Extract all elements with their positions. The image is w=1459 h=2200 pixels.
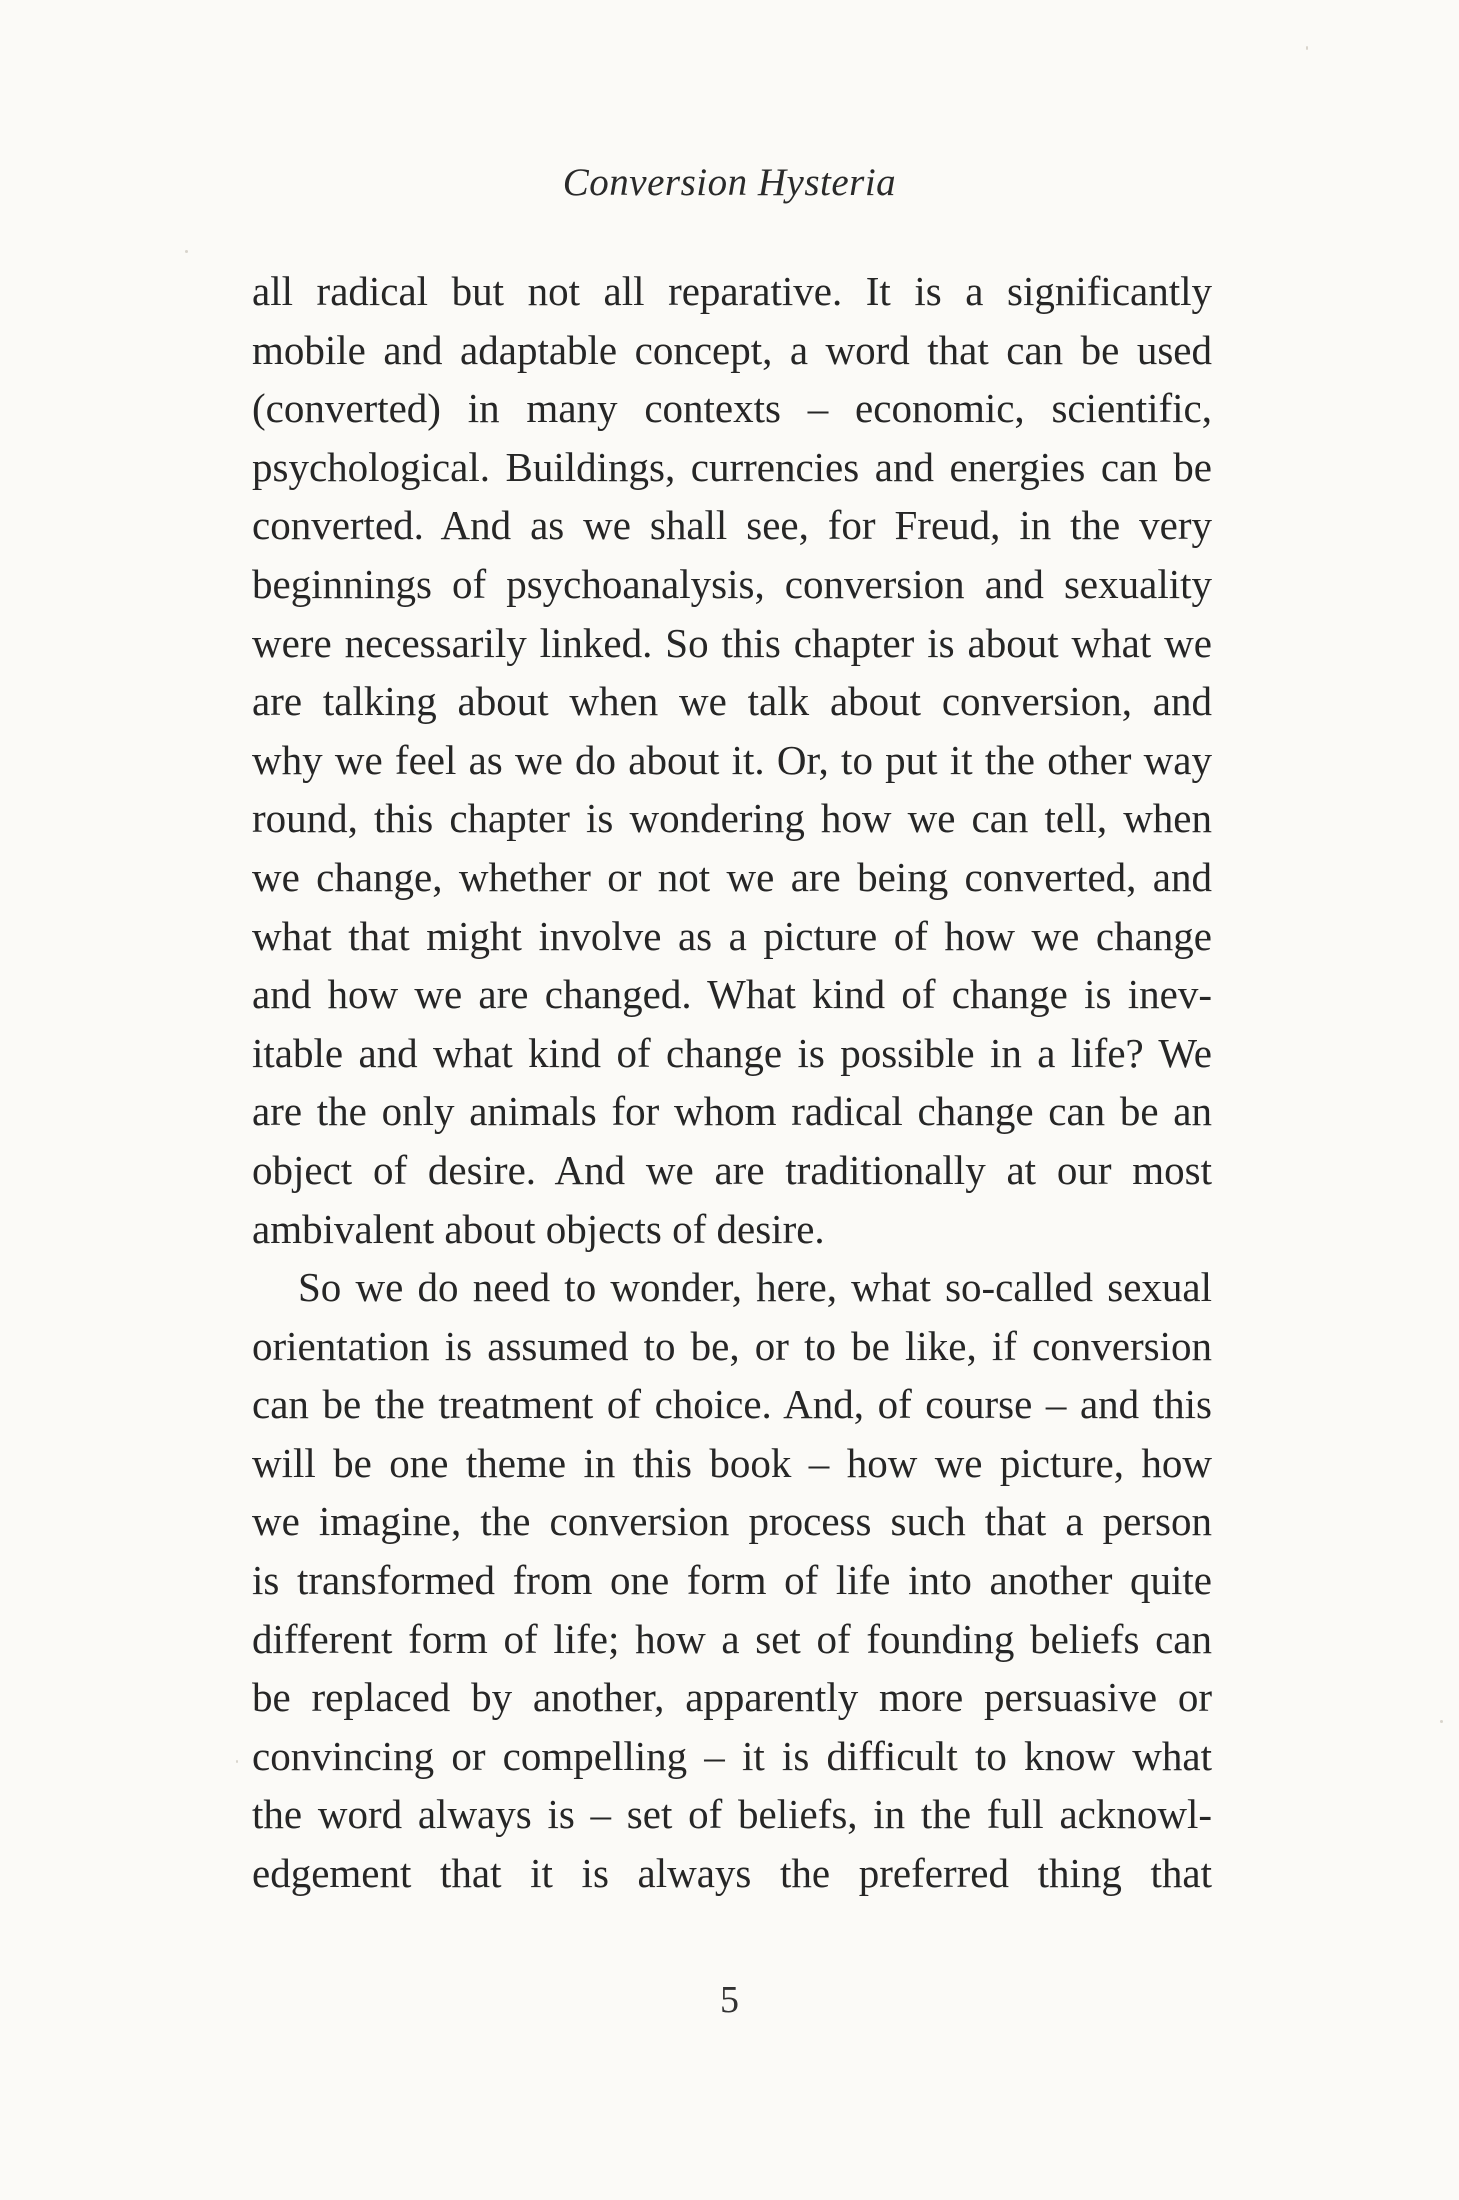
text-line: mobile and adaptable concept, a word that can be used — [252, 326, 1212, 373]
text-line: edgement that it is always the preferred thing that — [252, 1850, 1212, 1897]
text-line: ambivalent about objects of desire. — [252, 1205, 825, 1252]
text-line: round, this chapter is wondering how we can tell, when — [252, 795, 1212, 842]
text-line: object of desire. And we are traditionally at our most — [252, 1146, 1212, 1193]
text-line: psychological. Buildings, currencies and energies can be — [252, 443, 1212, 490]
text-line: we imagine, the conversion process such that a person — [252, 1498, 1212, 1545]
text-line: be replaced by another, apparently more persuasive or — [252, 1674, 1212, 1721]
paper-speck — [1440, 1720, 1443, 1723]
text-line: So we do need to wonder, here, what so-called sexual — [298, 1264, 1212, 1311]
text-line: (converted) in many contexts – economic, scientific, — [252, 385, 1212, 432]
text-line: different form of life; how a set of founding beliefs can — [252, 1615, 1212, 1662]
text-line: the word always is – set of beliefs, in the full acknowl- — [252, 1791, 1212, 1838]
paper-speck — [1306, 46, 1308, 50]
text-line: itable and what kind of change is possible in a life? We — [252, 1029, 1212, 1076]
text-line: what that might involve as a picture of how we change — [252, 912, 1212, 959]
text-line: converted. And as we shall see, for Freud, in the very — [252, 502, 1212, 549]
paper-speck — [185, 250, 188, 253]
paragraph-2 — [252, 1258, 1212, 1903]
text-line: we change, whether or not we are being converted, and — [252, 853, 1212, 900]
text-line: and how we are changed. What kind of change is inev- — [252, 971, 1212, 1018]
text-line: were necessarily linked. So this chapter is about what we — [252, 619, 1212, 666]
paragraph-1 — [252, 262, 1212, 1258]
text-line: are talking about when we talk about conversion, and — [252, 678, 1212, 725]
text-line: all radical but not all reparative. It is a significantly — [252, 268, 1212, 314]
text-line: beginnings of psychoanalysis, conversion and sexuality — [252, 560, 1212, 607]
text-line: will be one theme in this book – how we picture, how — [252, 1439, 1212, 1486]
text-line: can be the treatment of choice. And, of course – and this — [252, 1381, 1212, 1428]
text-line: why we feel as we do about it. Or, to put it the other way — [252, 736, 1212, 783]
paper-speck — [236, 1760, 238, 1763]
text-line: convincing or compelling – it is difficult to know what — [252, 1732, 1212, 1779]
text-line: are the only animals for whom radical change can be an — [252, 1088, 1212, 1135]
text-line: is transformed from one form of life into another quite — [252, 1557, 1212, 1604]
page-number: 5 — [720, 1979, 739, 2021]
body-text — [252, 262, 1212, 1903]
running-head: Conversion Hysteria — [562, 161, 897, 204]
text-line: orientation is assumed to be, or to be like, if conversion — [252, 1322, 1212, 1369]
